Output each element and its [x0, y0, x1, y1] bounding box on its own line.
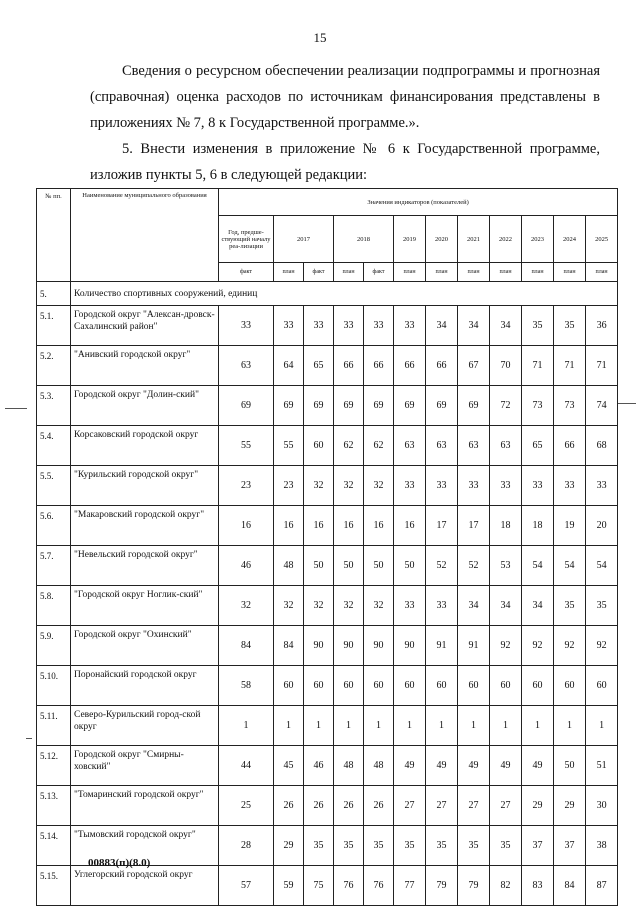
- value-cell: 33: [394, 306, 426, 346]
- value-cell: 33: [458, 466, 490, 506]
- value-cell: 33: [394, 586, 426, 626]
- margin-mark-left-1: [5, 408, 27, 409]
- value-cell: 33: [219, 306, 274, 346]
- value-cell: 25: [219, 786, 274, 826]
- value-cell: 71: [586, 346, 618, 386]
- value-cell: 46: [304, 746, 334, 786]
- header-year: 2019: [394, 216, 426, 263]
- value-cell: 49: [394, 746, 426, 786]
- value-cell: 16: [394, 506, 426, 546]
- value-cell: 72: [490, 386, 522, 426]
- value-cell: 37: [522, 826, 554, 866]
- value-cell: 30: [586, 786, 618, 826]
- value-cell: 26: [364, 786, 394, 826]
- value-cell: 48: [364, 746, 394, 786]
- value-cell: 17: [458, 506, 490, 546]
- value-cell: 32: [304, 466, 334, 506]
- subheader-cell: план: [274, 263, 304, 282]
- value-cell: 92: [490, 626, 522, 666]
- value-cell: 71: [522, 346, 554, 386]
- row-num: 5.6.: [37, 506, 71, 546]
- value-cell: 49: [522, 746, 554, 786]
- row-num: 5.12.: [37, 746, 71, 786]
- value-cell: 63: [394, 426, 426, 466]
- table-row: [37, 346, 618, 386]
- value-cell: 59: [274, 866, 304, 906]
- municipality-name: Городской округ "Долин-ский": [71, 386, 219, 426]
- row-num: 5.14.: [37, 826, 71, 866]
- value-cell: 27: [490, 786, 522, 826]
- value-cell: 36: [586, 306, 618, 346]
- value-cell: 34: [458, 306, 490, 346]
- value-cell: 16: [304, 506, 334, 546]
- value-cell: 57: [219, 866, 274, 906]
- value-cell: 69: [219, 386, 274, 426]
- subheader-cell: план: [586, 263, 618, 282]
- value-cell: 33: [274, 306, 304, 346]
- value-cell: 23: [274, 466, 304, 506]
- subheader-cell: план: [490, 263, 522, 282]
- value-cell: 20: [586, 506, 618, 546]
- value-cell: 28: [219, 826, 274, 866]
- value-cell: 63: [219, 346, 274, 386]
- value-cell: 35: [554, 306, 586, 346]
- value-cell: 75: [304, 866, 334, 906]
- value-cell: 35: [458, 826, 490, 866]
- value-cell: 16: [219, 506, 274, 546]
- value-cell: 87: [586, 866, 618, 906]
- value-cell: 68: [586, 426, 618, 466]
- value-cell: 48: [274, 546, 304, 586]
- municipality-name: Северо-Курильский город-ской округ: [71, 706, 219, 746]
- section-num: 5.: [37, 282, 71, 306]
- row-num: 5.8.: [37, 586, 71, 626]
- value-cell: 35: [364, 826, 394, 866]
- value-cell: 1: [554, 706, 586, 746]
- value-cell: 29: [274, 826, 304, 866]
- value-cell: 83: [522, 866, 554, 906]
- header-year: 2022: [490, 216, 522, 263]
- value-cell: 34: [426, 306, 458, 346]
- value-cell: 33: [522, 466, 554, 506]
- value-cell: 60: [426, 666, 458, 706]
- indicators-table: [36, 188, 618, 906]
- value-cell: 71: [554, 346, 586, 386]
- value-cell: 45: [274, 746, 304, 786]
- value-cell: 50: [334, 546, 364, 586]
- value-cell: 33: [490, 466, 522, 506]
- value-cell: 92: [586, 626, 618, 666]
- value-cell: 58: [219, 666, 274, 706]
- value-cell: 50: [364, 546, 394, 586]
- value-cell: 16: [334, 506, 364, 546]
- value-cell: 27: [426, 786, 458, 826]
- municipality-name: "Курильский городской округ": [71, 466, 219, 506]
- value-cell: 90: [304, 626, 334, 666]
- value-cell: 60: [554, 666, 586, 706]
- value-cell: 34: [522, 586, 554, 626]
- value-cell: 52: [458, 546, 490, 586]
- value-cell: 65: [522, 426, 554, 466]
- municipality-name: "Макаровский городской округ": [71, 506, 219, 546]
- value-cell: 34: [490, 586, 522, 626]
- value-cell: 69: [394, 386, 426, 426]
- value-cell: 35: [586, 586, 618, 626]
- value-cell: 33: [334, 306, 364, 346]
- value-cell: 1: [274, 706, 304, 746]
- subheader-cell: план: [458, 263, 490, 282]
- value-cell: 84: [274, 626, 304, 666]
- row-num: 5.13.: [37, 786, 71, 826]
- value-cell: 90: [334, 626, 364, 666]
- table-row: [37, 466, 618, 506]
- value-cell: 60: [490, 666, 522, 706]
- table-row: [37, 546, 618, 586]
- value-cell: 37: [554, 826, 586, 866]
- value-cell: 79: [458, 866, 490, 906]
- table-row: [37, 706, 618, 746]
- municipality-name: "Томаринский городской округ": [71, 786, 219, 826]
- subheader-cell: план: [522, 263, 554, 282]
- value-cell: 35: [490, 826, 522, 866]
- value-cell: 76: [334, 866, 364, 906]
- value-cell: 69: [458, 386, 490, 426]
- value-cell: 66: [364, 346, 394, 386]
- header-year: 2020: [426, 216, 458, 263]
- value-cell: 55: [219, 426, 274, 466]
- row-num: 5.2.: [37, 346, 71, 386]
- value-cell: 60: [522, 666, 554, 706]
- value-cell: 69: [426, 386, 458, 426]
- value-cell: 49: [458, 746, 490, 786]
- value-cell: 77: [394, 866, 426, 906]
- value-cell: 33: [426, 466, 458, 506]
- value-cell: 35: [304, 826, 334, 866]
- subheader-cell: факт: [219, 263, 274, 282]
- value-cell: 60: [274, 666, 304, 706]
- document-code: 00883(п)(8.0): [88, 857, 151, 869]
- value-cell: 16: [274, 506, 304, 546]
- value-cell: 1: [219, 706, 274, 746]
- municipality-name: "Невельский городской округ": [71, 546, 219, 586]
- row-num: 5.1.: [37, 306, 71, 346]
- value-cell: 50: [394, 546, 426, 586]
- table-row: [37, 626, 618, 666]
- value-cell: 35: [522, 306, 554, 346]
- value-cell: 66: [426, 346, 458, 386]
- value-cell: 46: [219, 546, 274, 586]
- section-title: Количество спортивных сооружений, единиц: [71, 282, 618, 306]
- municipality-name: "Городской округ Ноглик-ский": [71, 586, 219, 626]
- value-cell: 69: [274, 386, 304, 426]
- municipality-name: Городской округ "Алексан-дровск-Сахалинский район": [71, 306, 219, 346]
- value-cell: 49: [426, 746, 458, 786]
- table-row: [37, 866, 618, 906]
- municipality-name: Углегорский городской округ: [71, 866, 219, 906]
- value-cell: 38: [586, 826, 618, 866]
- value-cell: 54: [586, 546, 618, 586]
- page-number: 15: [313, 30, 327, 45]
- value-cell: 90: [394, 626, 426, 666]
- header-year: 2017: [274, 216, 334, 263]
- table-row: [37, 786, 618, 826]
- value-cell: 29: [522, 786, 554, 826]
- value-cell: 1: [458, 706, 490, 746]
- intro-paragraph-1: Сведения о ресурсном обеспечении реализации подпрограммы и прогнозная (справочная) оценка расходов по источникам финансирования представлены в приложениях № 7, 8 к Государственной программе.».: [90, 63, 600, 131]
- table-row: [37, 666, 618, 706]
- value-cell: 32: [334, 466, 364, 506]
- row-num: 5.15.: [37, 866, 71, 906]
- value-cell: 35: [426, 826, 458, 866]
- value-cell: 35: [334, 826, 364, 866]
- row-num: 5.3.: [37, 386, 71, 426]
- value-cell: 26: [334, 786, 364, 826]
- value-cell: 1: [522, 706, 554, 746]
- value-cell: 1: [304, 706, 334, 746]
- row-num: 5.5.: [37, 466, 71, 506]
- value-cell: 17: [426, 506, 458, 546]
- value-cell: 1: [426, 706, 458, 746]
- table-row: [37, 746, 618, 786]
- value-cell: 50: [554, 746, 586, 786]
- value-cell: 70: [490, 346, 522, 386]
- table-row: [37, 386, 618, 426]
- row-num: 5.7.: [37, 546, 71, 586]
- value-cell: 18: [522, 506, 554, 546]
- value-cell: 63: [490, 426, 522, 466]
- value-cell: 19: [554, 506, 586, 546]
- value-cell: 32: [364, 466, 394, 506]
- table-row: [37, 426, 618, 466]
- value-cell: 60: [458, 666, 490, 706]
- value-cell: 35: [554, 586, 586, 626]
- value-cell: 69: [364, 386, 394, 426]
- municipality-name: Городской округ "Смирны-ховский": [71, 746, 219, 786]
- header-year: 2025: [586, 216, 618, 263]
- subheader-cell: план: [554, 263, 586, 282]
- header-year: 2023: [522, 216, 554, 263]
- value-cell: 29: [554, 786, 586, 826]
- value-cell: 90: [364, 626, 394, 666]
- value-cell: 76: [364, 866, 394, 906]
- municipality-name: Корсаковский городской округ: [71, 426, 219, 466]
- value-cell: 48: [334, 746, 364, 786]
- subheader-cell: план: [426, 263, 458, 282]
- subheader-cell: факт: [304, 263, 334, 282]
- value-cell: 73: [554, 386, 586, 426]
- subheader-cell: факт: [364, 263, 394, 282]
- header-values-group: Значения индикаторов (показателей): [219, 189, 618, 216]
- value-cell: 33: [554, 466, 586, 506]
- municipality-name: "Тымовский городской округ": [71, 826, 219, 866]
- value-cell: 63: [426, 426, 458, 466]
- value-cell: 62: [334, 426, 364, 466]
- table-row: [37, 506, 618, 546]
- value-cell: 1: [394, 706, 426, 746]
- value-cell: 34: [490, 306, 522, 346]
- value-cell: 27: [458, 786, 490, 826]
- value-cell: 32: [274, 586, 304, 626]
- margin-mark-left-2: [26, 738, 32, 739]
- value-cell: 1: [586, 706, 618, 746]
- value-cell: 60: [586, 666, 618, 706]
- value-cell: 60: [304, 666, 334, 706]
- value-cell: 60: [304, 426, 334, 466]
- value-cell: 91: [458, 626, 490, 666]
- value-cell: 44: [219, 746, 274, 786]
- value-cell: 32: [304, 586, 334, 626]
- row-num: 5.4.: [37, 426, 71, 466]
- value-cell: 67: [458, 346, 490, 386]
- value-cell: 91: [426, 626, 458, 666]
- value-cell: 54: [522, 546, 554, 586]
- value-cell: 33: [364, 306, 394, 346]
- value-cell: 60: [394, 666, 426, 706]
- value-cell: 1: [490, 706, 522, 746]
- value-cell: 32: [364, 586, 394, 626]
- value-cell: 82: [490, 866, 522, 906]
- header-base-year: Год, предше-ствующий началу реа-лизации: [219, 216, 274, 263]
- value-cell: 27: [394, 786, 426, 826]
- value-cell: 33: [586, 466, 618, 506]
- value-cell: 84: [554, 866, 586, 906]
- intro-text: [90, 58, 600, 188]
- municipality-name: Поронайский городской округ: [71, 666, 219, 706]
- value-cell: 54: [554, 546, 586, 586]
- header-name: Наименование муниципального образования: [71, 189, 219, 282]
- value-cell: 26: [304, 786, 334, 826]
- header-year: 2018: [334, 216, 394, 263]
- value-cell: 73: [522, 386, 554, 426]
- subheader-cell: план: [334, 263, 364, 282]
- value-cell: 34: [458, 586, 490, 626]
- value-cell: 51: [586, 746, 618, 786]
- value-cell: 92: [522, 626, 554, 666]
- margin-mark-right-1: [618, 403, 636, 404]
- value-cell: 18: [490, 506, 522, 546]
- intro-paragraph-2: 5. Внести изменения в приложение № 6 к Государственной программе, изложив пункты 5, 6 в следующей редакции:: [90, 141, 600, 183]
- value-cell: 1: [364, 706, 394, 746]
- value-cell: 50: [304, 546, 334, 586]
- value-cell: 62: [364, 426, 394, 466]
- value-cell: 66: [394, 346, 426, 386]
- table-row: [37, 586, 618, 626]
- municipality-name: Городской округ "Охинский": [71, 626, 219, 666]
- value-cell: 35: [394, 826, 426, 866]
- value-cell: 64: [274, 346, 304, 386]
- value-cell: 33: [426, 586, 458, 626]
- header-year: 2021: [458, 216, 490, 263]
- value-cell: 16: [364, 506, 394, 546]
- row-num: 5.9.: [37, 626, 71, 666]
- table-row: [37, 306, 618, 346]
- value-cell: 69: [304, 386, 334, 426]
- municipality-name: "Анивский городской округ": [71, 346, 219, 386]
- value-cell: 69: [334, 386, 364, 426]
- value-cell: 32: [334, 586, 364, 626]
- value-cell: 92: [554, 626, 586, 666]
- value-cell: 84: [219, 626, 274, 666]
- value-cell: 49: [490, 746, 522, 786]
- value-cell: 32: [219, 586, 274, 626]
- value-cell: 65: [304, 346, 334, 386]
- value-cell: 52: [426, 546, 458, 586]
- value-cell: 79: [426, 866, 458, 906]
- value-cell: 33: [304, 306, 334, 346]
- value-cell: 23: [219, 466, 274, 506]
- value-cell: 74: [586, 386, 618, 426]
- header-num: № пп.: [37, 189, 71, 282]
- value-cell: 66: [554, 426, 586, 466]
- value-cell: 55: [274, 426, 304, 466]
- header-year: 2024: [554, 216, 586, 263]
- value-cell: 66: [334, 346, 364, 386]
- value-cell: 63: [458, 426, 490, 466]
- value-cell: 60: [334, 666, 364, 706]
- value-cell: 53: [490, 546, 522, 586]
- value-cell: 26: [274, 786, 304, 826]
- value-cell: 60: [364, 666, 394, 706]
- subheader-cell: план: [394, 263, 426, 282]
- row-num: 5.11.: [37, 706, 71, 746]
- row-num: 5.10.: [37, 666, 71, 706]
- value-cell: 33: [394, 466, 426, 506]
- value-cell: 1: [334, 706, 364, 746]
